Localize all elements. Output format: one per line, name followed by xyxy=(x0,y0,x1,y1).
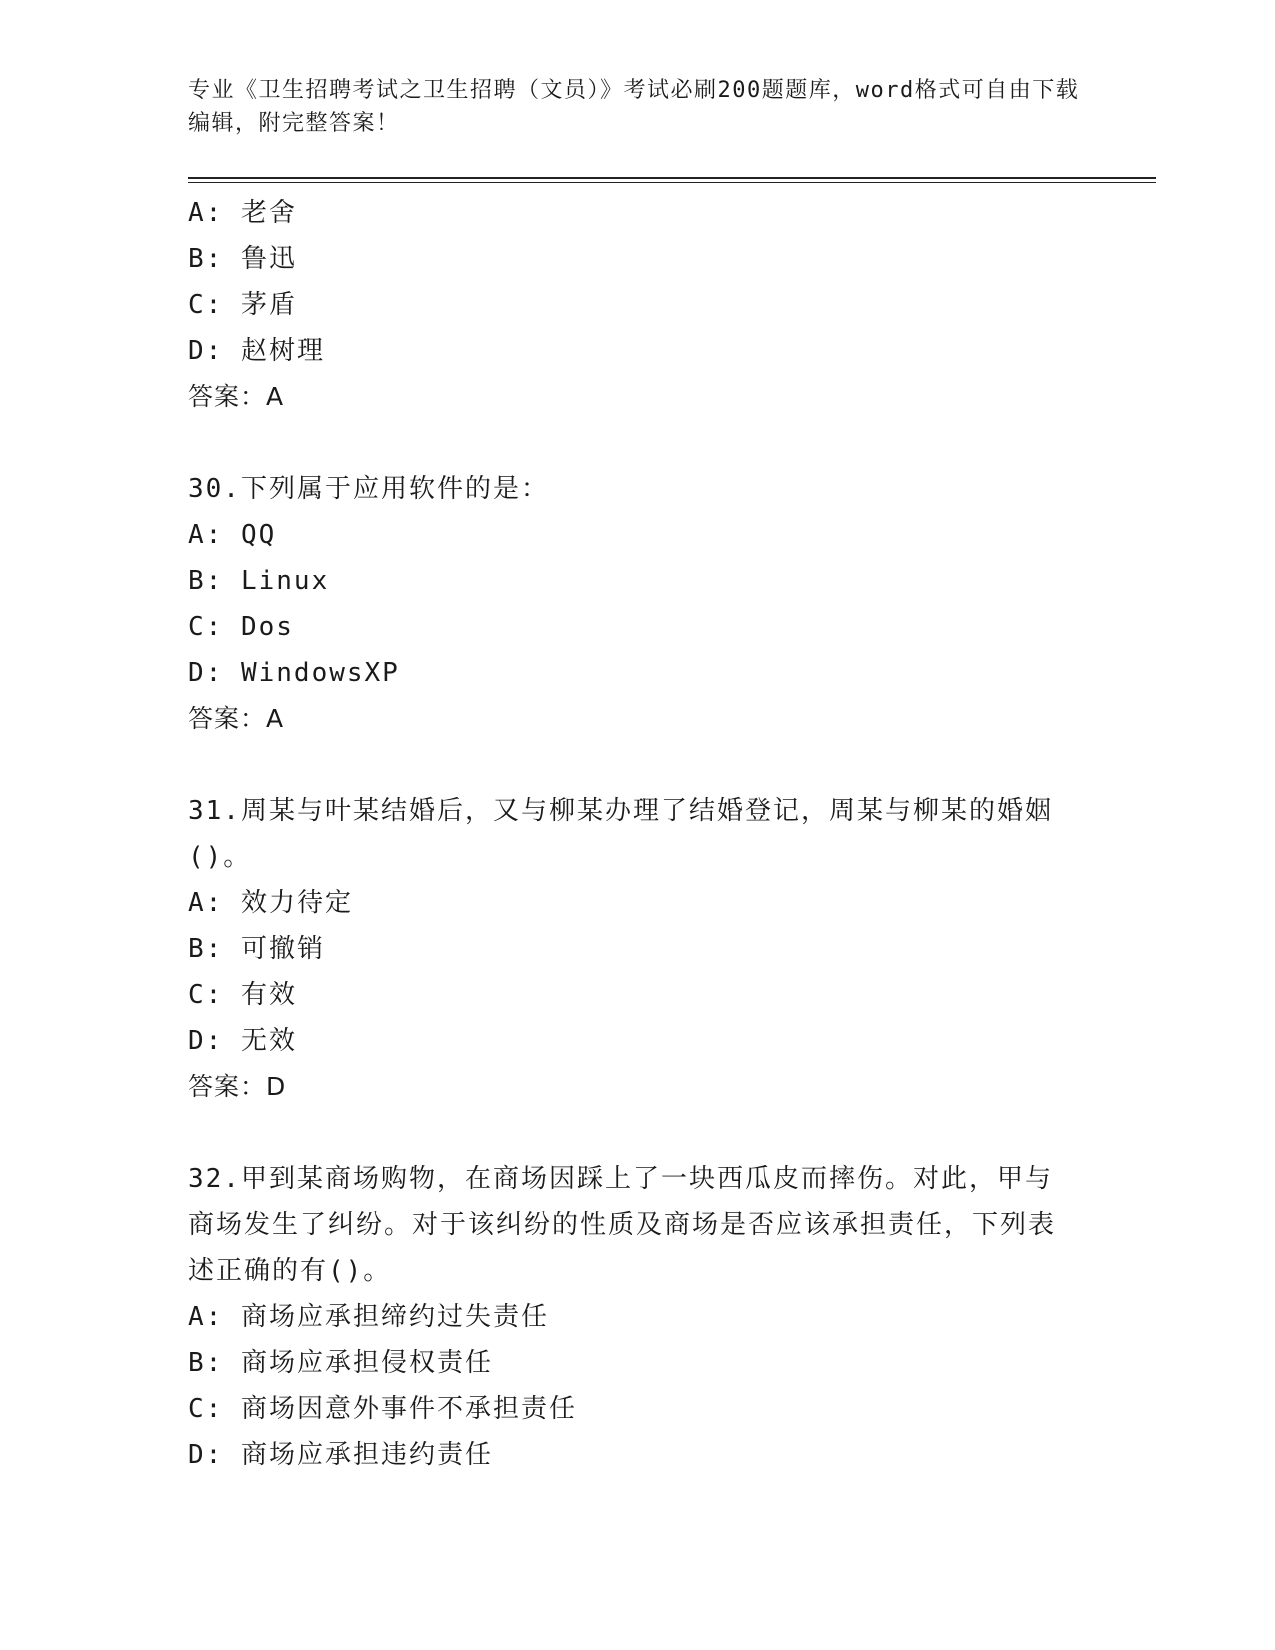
answer-line: 答案：D xyxy=(188,1072,287,1101)
answer-line: 答案：A xyxy=(188,382,285,411)
question-stem: 31.周某与叶某结婚后，又与柳某办理了结婚登记，周某与柳某的婚姻()。 xyxy=(188,796,1053,872)
option-d: D: WindowsXP xyxy=(188,658,400,688)
spacer xyxy=(188,420,1088,466)
option-c: C: 茅盾 xyxy=(188,290,297,320)
option-a: A: 商场应承担缔约过失责任 xyxy=(188,1302,549,1332)
option-b: B: Linux xyxy=(188,566,330,596)
option-b: B: 商场应承担侵权责任 xyxy=(188,1348,493,1378)
header-divider-thin xyxy=(188,182,1156,183)
option-a: A: 老舍 xyxy=(188,198,297,228)
question-block xyxy=(188,190,1088,420)
question-block xyxy=(188,466,1088,742)
question-list xyxy=(188,190,1088,1478)
header-divider-thick xyxy=(188,177,1156,179)
option-d: D: 商场应承担违约责任 xyxy=(188,1440,493,1470)
spacer xyxy=(188,1110,1088,1156)
option-b: B: 可撤销 xyxy=(188,934,325,964)
question-block xyxy=(188,788,1088,1110)
option-d: D: 赵树理 xyxy=(188,336,325,366)
option-c: C: 商场因意外事件不承担责任 xyxy=(188,1394,577,1424)
question-block xyxy=(188,1156,1088,1478)
spacer xyxy=(188,742,1088,788)
question-stem: 32.甲到某商场购物，在商场因踩上了一块西瓜皮而摔伤。对此，甲与商场发生了纠纷。对于该纠纷的性质及商场是否应该承担责任，下列表述正确的有()。 xyxy=(188,1164,1057,1286)
option-a: A: QQ xyxy=(188,520,277,550)
option-c: C: 有效 xyxy=(188,980,297,1010)
answer-line: 答案：A xyxy=(188,704,285,733)
option-c: C: Dos xyxy=(188,612,294,642)
document-header: 专业《卫生招聘考试之卫生招聘（文员）》考试必刷200题题库，word格式可自由下载编辑，附完整答案！ xyxy=(188,78,1080,136)
option-b: B: 鲁迅 xyxy=(188,244,297,274)
option-a: A: 效力待定 xyxy=(188,888,353,918)
question-stem: 30.下列属于应用软件的是： xyxy=(188,474,549,504)
option-d: D: 无效 xyxy=(188,1026,297,1056)
